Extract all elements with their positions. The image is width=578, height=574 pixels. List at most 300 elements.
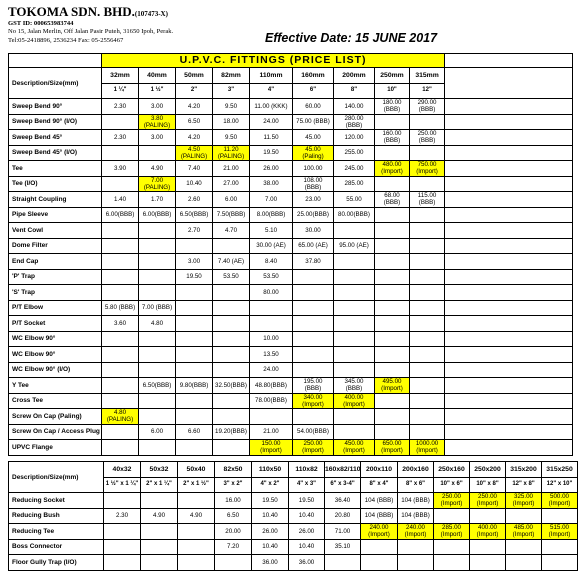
table-row xyxy=(9,508,578,524)
price-cell xyxy=(293,378,334,394)
price-cell xyxy=(176,440,213,456)
inch-header: 3" xyxy=(213,83,250,99)
price-cell xyxy=(293,269,334,285)
price-cell xyxy=(213,347,250,363)
price-value: 11.20 xyxy=(223,145,239,153)
price-cell xyxy=(141,493,178,509)
size-header-row xyxy=(9,68,573,84)
price-cell: 1.70 xyxy=(139,192,176,208)
price-cell xyxy=(410,145,445,161)
price-cell xyxy=(293,176,334,192)
price-cell xyxy=(542,524,578,540)
price-cell xyxy=(334,440,375,456)
price-cell: 100.00 xyxy=(293,161,334,177)
price-cell xyxy=(325,555,361,571)
price-cell xyxy=(141,524,178,540)
company-title xyxy=(8,4,564,20)
price-cell xyxy=(213,300,250,316)
price-cell xyxy=(542,493,578,509)
price-cell xyxy=(293,362,334,378)
price-cell: 9.50 xyxy=(213,99,250,115)
size-header: 110mm xyxy=(250,68,293,84)
price-source: (Import) xyxy=(416,447,438,455)
price-cell xyxy=(434,493,470,509)
price-cell: 24.00 xyxy=(250,114,293,130)
size-header: 50mm xyxy=(176,68,213,84)
price-cell xyxy=(102,114,139,130)
inch-header: 1 ½" xyxy=(139,83,176,99)
price-cell xyxy=(176,300,213,316)
price-value: 250.00 xyxy=(478,493,497,501)
price-cell xyxy=(334,347,375,363)
price-cell xyxy=(410,176,445,192)
price-cell xyxy=(102,331,139,347)
price-cell: 95.00 (AE) xyxy=(334,238,375,254)
price-cell: 3.00 xyxy=(139,99,176,115)
price-cell xyxy=(410,300,445,316)
price-cell: 3.90 xyxy=(102,161,139,177)
price-cell xyxy=(375,223,410,239)
price-cell xyxy=(410,99,445,115)
price-cell xyxy=(375,161,410,177)
price-value: 3.80 xyxy=(150,114,164,122)
price-cell xyxy=(215,555,252,571)
price-cell xyxy=(139,223,176,239)
price-cell xyxy=(102,145,139,161)
price-value: 515.00 xyxy=(550,524,569,532)
item-name: End Cap xyxy=(9,254,102,270)
price-source: (Import) xyxy=(440,500,463,508)
price-source: (Import) xyxy=(302,447,324,455)
item-name: UPVC Flange xyxy=(9,440,102,456)
price-cell: 24.00 xyxy=(250,362,293,378)
price-cell: 21.00 xyxy=(250,424,293,440)
price-cell xyxy=(375,130,410,146)
price-cell xyxy=(293,440,334,456)
blank-cell xyxy=(445,207,573,223)
effective-date: Effective Date: 15 JUNE 2017 xyxy=(265,31,438,45)
item-name: WC Elbow 90° xyxy=(9,331,102,347)
price-cell xyxy=(176,331,213,347)
company-name: TOKOMA SDN. BHD. xyxy=(8,4,135,19)
price-cell: 37.80 xyxy=(293,254,334,270)
item-name: Reducing Tee xyxy=(9,524,104,540)
price-cell xyxy=(293,145,334,161)
price-cell: 20.00 xyxy=(215,524,252,540)
price-cell: 18.00 xyxy=(213,114,250,130)
item-name: Tee (I/O) xyxy=(9,176,102,192)
price-cell: 9.50 xyxy=(213,130,250,146)
price-cell: 36.00 xyxy=(252,555,289,571)
price-cell: 2.30 xyxy=(102,99,139,115)
price-cell xyxy=(506,524,542,540)
price-cell xyxy=(102,378,139,394)
price-cell: 23.00 xyxy=(293,192,334,208)
price-cell xyxy=(139,145,176,161)
price-cell: 104 (BBB) xyxy=(398,493,434,509)
price-cell: 45.00 xyxy=(293,130,334,146)
price-value: 4.80 xyxy=(113,409,127,417)
inch-header: 12" xyxy=(410,83,445,99)
description-header: Description/Size(mm) xyxy=(9,68,102,99)
price-value: 750.00 xyxy=(417,161,437,169)
price-source: (BBB) xyxy=(418,137,436,145)
inch-header: 3" x 2" xyxy=(215,477,252,493)
table-row xyxy=(9,440,573,456)
table-row xyxy=(9,254,573,270)
blank-cell xyxy=(445,238,573,254)
price-cell xyxy=(139,331,176,347)
price-cell xyxy=(434,555,470,571)
price-cell xyxy=(470,524,506,540)
price-cell xyxy=(334,223,375,239)
price-cell xyxy=(410,331,445,347)
item-name: P/T Socket xyxy=(9,316,102,332)
table-row xyxy=(9,285,573,301)
price-source: (Import) xyxy=(343,447,365,455)
price-cell xyxy=(139,440,176,456)
item-name: Screw On Cap / Access Plug xyxy=(9,424,102,440)
price-cell xyxy=(213,440,250,456)
inch-header: 8" x 6" xyxy=(398,477,434,493)
price-cell: 7.50(BBB) xyxy=(213,207,250,223)
price-cell: 5.80 (BBB) xyxy=(102,300,139,316)
price-cell xyxy=(506,493,542,509)
price-cell xyxy=(176,285,213,301)
size-header: 160mm xyxy=(293,68,334,84)
price-cell: 36.00 xyxy=(289,555,325,571)
price-cell: 32.50(BBB) xyxy=(213,378,250,394)
item-name: Cross Tee xyxy=(9,393,102,409)
item-name: Y Tee xyxy=(9,378,102,394)
blank-cell xyxy=(445,54,573,68)
size-header: 40mm xyxy=(139,68,176,84)
price-value: 1000.00 xyxy=(415,440,439,448)
item-name: Sweep Bend 45° xyxy=(9,130,102,146)
company-header xyxy=(8,4,564,50)
price-cell: 8.00(BBB) xyxy=(250,207,293,223)
price-cell xyxy=(176,393,213,409)
price-cell: 7.00 (BBB) xyxy=(139,300,176,316)
price-source: (Import) xyxy=(381,168,403,176)
price-cell: 6.00 xyxy=(139,424,176,440)
price-cell xyxy=(293,393,334,409)
inch-header: 2" xyxy=(176,83,213,99)
price-cell xyxy=(375,300,410,316)
inch-header: 4" x 3" xyxy=(289,477,325,493)
title-row xyxy=(9,54,573,68)
price-value: 68.00 xyxy=(384,192,400,200)
price-cell xyxy=(213,393,250,409)
table-row xyxy=(9,130,573,146)
title-spacer xyxy=(9,54,102,68)
inch-header: 12" x 8" xyxy=(506,477,542,493)
size-header: 250x160 xyxy=(434,462,470,478)
blank-cell xyxy=(445,378,573,394)
blank-cell xyxy=(445,161,573,177)
price-value: 485.00 xyxy=(514,524,533,532)
price-source: (BBB) xyxy=(304,183,322,191)
price-cell: 2.60 xyxy=(176,192,213,208)
price-cell xyxy=(139,362,176,378)
price-source: (BBB) xyxy=(418,199,436,207)
table-row xyxy=(9,223,573,239)
price-value: 495.00 xyxy=(382,378,402,386)
price-cell xyxy=(102,176,139,192)
description-header: Description/Size(mm) xyxy=(9,462,104,493)
price-cell: 104 (BBB) xyxy=(361,508,398,524)
price-cell xyxy=(250,409,293,425)
price-source: (Import) xyxy=(548,531,571,539)
price-cell xyxy=(398,555,434,571)
price-cell xyxy=(213,362,250,378)
table-row xyxy=(9,176,573,192)
price-cell xyxy=(104,524,141,540)
blank-cell xyxy=(445,130,573,146)
item-name: Tee xyxy=(9,161,102,177)
price-cell xyxy=(102,440,139,456)
price-cell xyxy=(410,192,445,208)
price-source: (BBB) xyxy=(304,385,322,393)
item-name: Boss Connector xyxy=(9,539,104,555)
table-row xyxy=(9,539,578,555)
price-source: (Import) xyxy=(548,500,571,508)
price-cell: 2.70 xyxy=(176,223,213,239)
price-cell xyxy=(542,555,578,571)
price-source: (Import) xyxy=(476,531,499,539)
price-cell: 53.50 xyxy=(213,269,250,285)
price-cell xyxy=(334,409,375,425)
price-cell xyxy=(434,524,470,540)
price-cell: 8.40 xyxy=(250,254,293,270)
price-source: (Import) xyxy=(343,400,365,408)
price-value: 285.00 xyxy=(442,524,461,532)
blank-cell xyxy=(445,393,573,409)
size-header: 200x110 xyxy=(361,462,398,478)
price-value: 250.00 xyxy=(303,440,323,448)
price-cell xyxy=(410,316,445,332)
price-cell: 10.00 xyxy=(250,331,293,347)
price-cell xyxy=(410,362,445,378)
price-cell xyxy=(293,285,334,301)
table-row xyxy=(9,114,573,130)
blank-cell xyxy=(445,254,573,270)
price-cell xyxy=(102,238,139,254)
price-cell: 4.70 xyxy=(213,223,250,239)
price-cell: 13.50 xyxy=(250,347,293,363)
price-cell: 3.60 xyxy=(102,316,139,332)
price-cell: 30.00 xyxy=(293,223,334,239)
price-cell xyxy=(410,347,445,363)
price-cell: 6.50(BBB) xyxy=(139,378,176,394)
price-cell xyxy=(470,493,506,509)
inch-header: 10" xyxy=(375,83,410,99)
item-name: Sweep Bend 90° (I/O) xyxy=(9,114,102,130)
price-cell xyxy=(375,316,410,332)
price-cell xyxy=(250,316,293,332)
table-row xyxy=(9,555,578,571)
price-cell xyxy=(410,440,445,456)
price-source: (Import) xyxy=(440,531,463,539)
price-source: (Import) xyxy=(416,168,438,176)
price-cell xyxy=(361,524,398,540)
price-cell xyxy=(410,269,445,285)
price-source: (BBB) xyxy=(418,106,436,114)
price-cell xyxy=(334,378,375,394)
price-cell xyxy=(102,269,139,285)
price-value: 500.00 xyxy=(550,493,569,501)
table-row xyxy=(9,161,573,177)
price-cell xyxy=(375,238,410,254)
size-header: 50x40 xyxy=(178,462,215,478)
price-source: (BBB) xyxy=(383,199,401,207)
inch-header: 4" x 2" xyxy=(252,477,289,493)
price-cell: 30.00 (AE) xyxy=(250,238,293,254)
price-cell: 3.00 xyxy=(139,130,176,146)
table-row xyxy=(9,331,573,347)
item-name: Reducing Socket xyxy=(9,493,104,509)
price-value: 108.00 xyxy=(303,176,323,184)
price-cell: 245.00 xyxy=(334,161,375,177)
table-row xyxy=(9,424,573,440)
price-cell: 48.80(BBB) xyxy=(250,378,293,394)
price-cell xyxy=(334,285,375,301)
price-cell xyxy=(375,99,410,115)
price-cell xyxy=(178,524,215,540)
price-cell: 38.00 xyxy=(250,176,293,192)
price-cell xyxy=(102,393,139,409)
price-cell xyxy=(375,192,410,208)
item-name: Vent Cowl xyxy=(9,223,102,239)
price-cell xyxy=(375,331,410,347)
price-cell xyxy=(410,409,445,425)
price-source: (PALING) xyxy=(180,152,208,160)
price-cell: 2.30 xyxy=(102,130,139,146)
size-header-row xyxy=(9,462,578,478)
inch-header: 8" xyxy=(334,83,375,99)
price-cell xyxy=(334,300,375,316)
price-cell: 71.00 xyxy=(325,524,361,540)
price-cell: 4.80 xyxy=(139,316,176,332)
price-value: 115.00 xyxy=(417,192,437,200)
price-cell: 26.00 xyxy=(252,524,289,540)
item-name: Screw On Cap (Paling) xyxy=(9,409,102,425)
price-cell: 53.50 xyxy=(250,269,293,285)
price-cell: 10.40 xyxy=(252,539,289,555)
size-header: 315x200 xyxy=(506,462,542,478)
price-cell xyxy=(375,409,410,425)
price-cell xyxy=(139,285,176,301)
blank-cell xyxy=(445,409,573,425)
price-cell xyxy=(139,114,176,130)
price-cell xyxy=(375,440,410,456)
price-source: (Import) xyxy=(381,385,403,393)
price-value: 450.00 xyxy=(344,440,364,448)
price-cell xyxy=(375,254,410,270)
price-value: 180.00 xyxy=(382,99,402,107)
blank-cell xyxy=(445,223,573,239)
price-cell xyxy=(542,508,578,524)
price-cell: 20.80 xyxy=(325,508,361,524)
inch-header: 1 ½" x 1 ¼" xyxy=(104,477,141,493)
price-cell: 65.00 (AE) xyxy=(293,238,334,254)
upvc-fittings-table xyxy=(8,53,573,456)
inch-header: 2" x 1 ¼" xyxy=(141,477,178,493)
price-cell xyxy=(102,254,139,270)
blank-cell xyxy=(445,300,573,316)
price-cell xyxy=(410,238,445,254)
price-cell xyxy=(293,300,334,316)
price-source: (PALING) xyxy=(217,152,245,160)
price-cell xyxy=(176,316,213,332)
price-cell: 10.40 xyxy=(289,539,325,555)
price-cell xyxy=(139,409,176,425)
price-cell xyxy=(139,254,176,270)
price-cell: 6.00(BBB) xyxy=(139,207,176,223)
price-source: (Import) xyxy=(260,447,282,455)
price-cell: 36.40 xyxy=(325,493,361,509)
price-value: 400.00 xyxy=(344,393,364,401)
inch-header: 10" x 6" xyxy=(434,477,470,493)
blank-cell xyxy=(445,440,573,456)
price-cell xyxy=(334,424,375,440)
price-cell xyxy=(410,130,445,146)
price-cell: 7.40 xyxy=(176,161,213,177)
table-row xyxy=(9,238,573,254)
price-cell: 25.00(BBB) xyxy=(293,207,334,223)
price-cell xyxy=(334,393,375,409)
company-phone: Tel:05-2418896, 2536234 Fax: 05-2556467 xyxy=(8,36,124,44)
table-row xyxy=(9,362,573,378)
table-row xyxy=(9,409,573,425)
price-value: 195.00 xyxy=(303,378,323,386)
price-cell xyxy=(334,331,375,347)
price-cell: 6.60 xyxy=(176,424,213,440)
price-cell xyxy=(506,539,542,555)
price-cell xyxy=(176,145,213,161)
price-cell: 4.90 xyxy=(141,508,178,524)
price-cell xyxy=(293,409,334,425)
price-cell: 60.00 xyxy=(293,99,334,115)
size-header: 40x32 xyxy=(104,462,141,478)
price-cell xyxy=(334,254,375,270)
price-cell xyxy=(178,493,215,509)
item-name: 'S' Trap xyxy=(9,285,102,301)
item-name: Reducing Bush xyxy=(9,508,104,524)
price-cell xyxy=(410,424,445,440)
price-source: (Import) xyxy=(381,447,403,455)
price-cell: 4.20 xyxy=(176,130,213,146)
price-cell xyxy=(213,316,250,332)
price-cell: 55.00 xyxy=(334,192,375,208)
price-cell xyxy=(334,114,375,130)
size-header: 160x82/110 xyxy=(325,462,361,478)
price-cell xyxy=(102,347,139,363)
reducer-fittings-table xyxy=(8,461,578,571)
price-source: (BBB) xyxy=(383,137,401,145)
price-cell xyxy=(410,378,445,394)
size-header: 200x160 xyxy=(398,462,434,478)
price-cell xyxy=(375,424,410,440)
price-cell xyxy=(176,347,213,363)
price-cell xyxy=(361,539,398,555)
price-cell xyxy=(104,555,141,571)
price-cell: 120.00 xyxy=(334,130,375,146)
price-cell xyxy=(398,539,434,555)
price-value: 345.00 xyxy=(344,378,364,386)
blank-cell xyxy=(445,269,573,285)
price-cell xyxy=(213,331,250,347)
